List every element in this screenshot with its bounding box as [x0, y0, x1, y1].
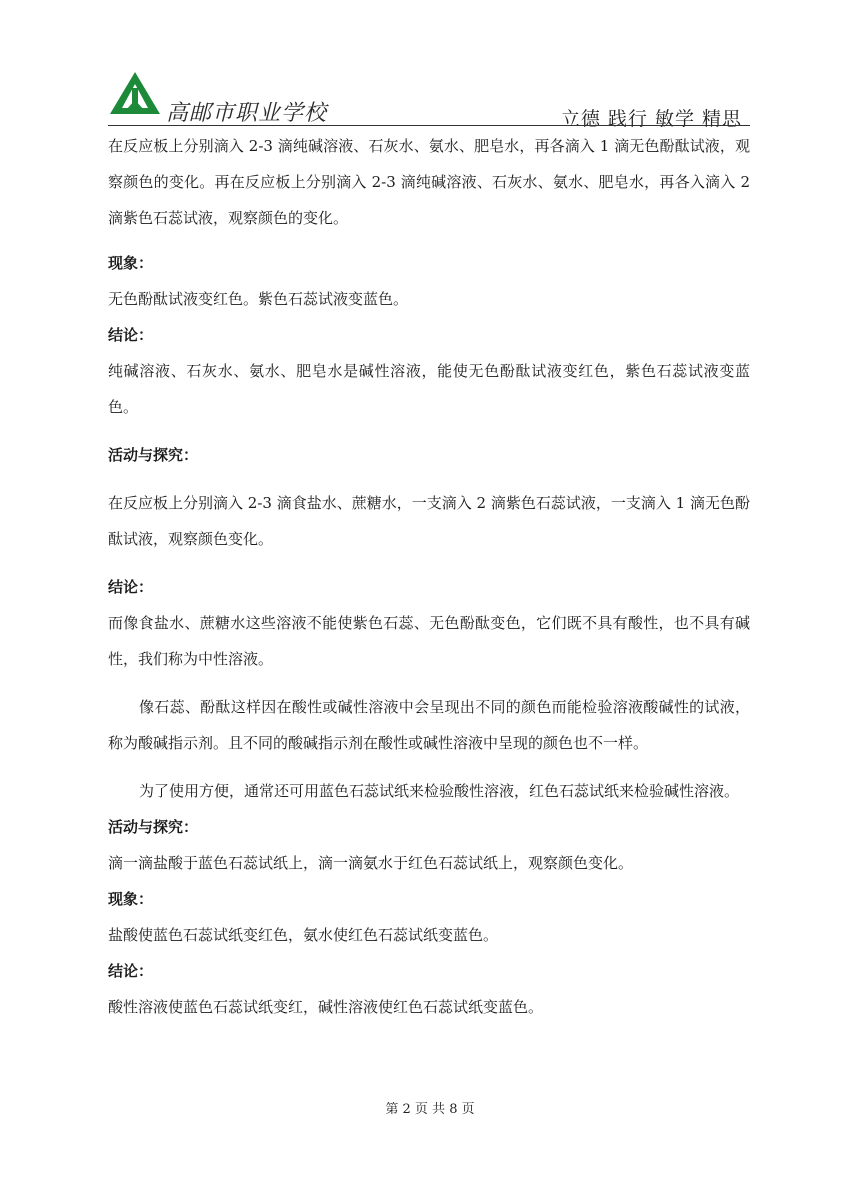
section-heading-conclusion: 结论：: [108, 962, 154, 980]
paragraph: 为了使用方便，通常还可用蓝色石蕊试纸来检验酸性溶液，红色石蕊试纸来检验碱性溶液。: [139, 782, 740, 800]
section-heading-conclusion: 结论：: [108, 578, 154, 596]
school-logo-icon: [108, 70, 162, 118]
header-divider: [108, 125, 750, 126]
paragraph: 滴一滴盐酸于蓝色石蕊试纸上，滴一滴氨水于红色石蕊试纸上，观察颜色变化。: [108, 854, 634, 872]
section-heading-activity: 活动与探究：: [108, 446, 199, 464]
school-name: 高邮市职业学校: [166, 101, 328, 126]
paragraph: 纯碱溶液、石灰水、氨水、肥皂水是碱性溶液，能使无色酚酞试液变红色，紫色石蕊试液变蓝色。: [108, 362, 750, 416]
school-motto: 立德 践行 敏学 精思: [560, 108, 742, 130]
paragraph: 在反应板上分别滴入 2-3 滴纯碱溶液、石灰水、氨水、肥皂水，再各滴入 1 滴无色酚酞试液，观察颜色的变化。再在反应板上分别滴入 2-3 滴纯碱溶液、石灰水、氨水、肥皂水，再各入滴入 2 滴紫色石蕊试液，观察颜色的变化。: [108, 137, 750, 227]
section-heading-conclusion: 结论：: [108, 326, 154, 344]
paragraph: 在反应板上分别滴入 2-3 滴食盐水、蔗糖水，一支滴入 2 滴紫色石蕊试液，一支滴入 1 滴无色酚酞试液，观察颜色变化。: [108, 494, 750, 548]
paragraph: 盐酸使蓝色石蕊试纸变红色，氨水使红色石蕊试纸变蓝色。: [108, 926, 499, 944]
paragraph: 像石蕊、酚酞这样因在酸性或碱性溶液中会呈现出不同的颜色而能检验溶液酸碱性的试液，称为酸碱指示剂。且不同的酸碱指示剂在酸性或碱性溶液中呈现的颜色也不一样。: [108, 698, 750, 752]
paragraph: 无色酚酞试液变红色。紫色石蕊试液变蓝色。: [108, 290, 409, 308]
paragraph: 而像食盐水、蔗糖水这些溶液不能使紫色石蕊、无色酚酞变色，它们既不具有酸性，也不具有碱性，我们称为中性溶液。: [108, 614, 750, 668]
page-header: [108, 66, 750, 128]
page-number: 第 2 页 共 8 页: [385, 1102, 475, 1117]
section-heading-phenomenon: 现象：: [108, 254, 154, 272]
section-heading-activity: 活动与探究：: [108, 818, 199, 836]
document-body: [108, 128, 750, 1025]
paragraph: 酸性溶液使蓝色石蕊试纸变红，碱性溶液使红色石蕊试纸变蓝色。: [108, 998, 544, 1016]
section-heading-phenomenon: 现象：: [108, 890, 154, 908]
